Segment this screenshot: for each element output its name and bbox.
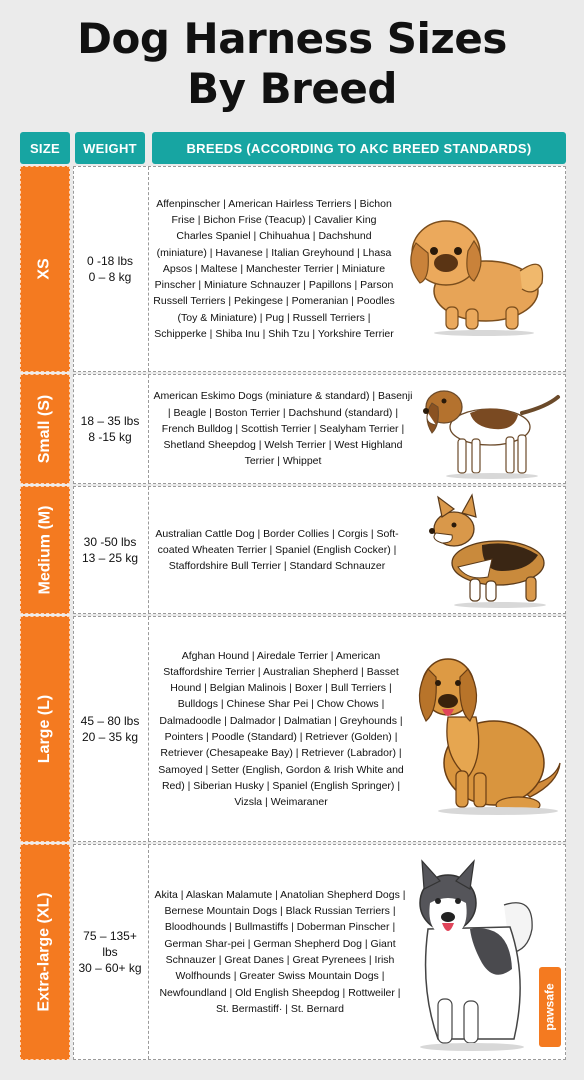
breeds-list: Afghan Hound | Airedale Terrier | American Staffordshire Terrier | Australian Shepherd | Basset Hound | Belgian Malinois | Boxer | Bull Terriers | Bulldogs | Chinese Shar Pei | Chow Chows | Dalmadoodle | Dalmador | Dalmatian | Greyhounds | Pointers | Poodle (Standard) | Retriever (Golden) | Retriever (Chesapeake Bay) | Retriever (Labrador) | Samoyed | Setter (English, Gordon & Irish White and Red) | Siberian Husky | Spaniel (English Springer) | Vizsla | Weimaraner	[158, 649, 404, 809]
title-line-1: Dog Harness Sizes	[77, 14, 507, 63]
size-label: Small (S)	[36, 394, 53, 464]
header-weight: WEIGHT	[75, 132, 145, 164]
content-cell	[73, 166, 566, 372]
column-divider	[148, 845, 149, 1059]
size-cell	[20, 486, 70, 614]
pawsafe-logo	[539, 967, 561, 1047]
weight-kg: 20 – 35 kg	[81, 730, 139, 744]
weight-cell	[74, 167, 146, 371]
size-cell	[20, 616, 70, 842]
header-breeds: BREEDS (ACCORDING TO AKC BREED STANDARDS)	[152, 132, 566, 164]
weight-lbs: 18 – 35 lbs	[80, 414, 140, 428]
weight-kg: 13 – 25 kg	[81, 551, 139, 565]
size-cell	[20, 374, 70, 484]
weight-lbs: 0 -18 lbs	[86, 254, 134, 268]
size-row-xs	[20, 166, 566, 372]
beagle-dog-icon	[414, 379, 564, 481]
logo-text: pawsafe	[543, 983, 558, 1031]
corgi-dog-icon	[418, 491, 558, 611]
weight-kg: 8 -15 kg	[88, 430, 132, 444]
breeds-list: Akita | Alaskan Malamute | Anatolian Shepherd Dogs | Bernese Mountain Dogs | Black Russian Terriers | Bloodhounds | Bullmastiffs | Doberman Pinscher | German Shar-pei | German Shepherd Dog | Giant Schnauzer | Great Danes | Great Pyrenees | Irish Wolfhounds | Greater Swiss Mountain Dogs | Newfoundland | Old English Sheepdog | Rottweiler | St. Bermastiff· | St. Bernard	[154, 888, 406, 1015]
size-cell	[20, 166, 70, 372]
content-cell	[73, 844, 566, 1060]
page-title	[0, 14, 584, 114]
weight-cell	[74, 617, 146, 841]
size-row-l	[20, 616, 566, 842]
size-label: Large (L)	[36, 694, 54, 764]
size-row-s	[20, 374, 566, 484]
size-label: XS	[36, 258, 53, 280]
breeds-list: Australian Cattle Dog | Border Collies | Corgis | Soft-coated Wheaten Terrier | Spaniel (English Cocker) | Staffordshire Bull Terrier | Standard Schnauzer	[155, 527, 399, 573]
weight-cell	[74, 375, 146, 483]
breeds-list: American Eskimo Dogs (miniature & standard) | Basenji | Beagle | Boston Terrier | Dachshund (standard) | French Bulldog | Scottish Terrier | Sealyham Terrier | Shetland Sheepdog | Welsh Terrier | West Highland Terrier | Whippet	[153, 390, 413, 468]
header-size: SIZE	[20, 132, 70, 164]
column-divider	[148, 617, 149, 841]
breeds-list: Affenpinscher | American Hairless Terriers | Bichon Frise | Bichon Frise (Teacup) | Cavalier King Charles Spaniel | Chihuahua | Dachshund (miniature) | Havanese | Italian Greyhound | Lhasa Apsos | Maltese | Manchester Terrier | Miniature Pinscher | Miniature Schnauzer | Papillons | Parson Russell Terriers | Pekingese | Pomeranian | Poodles (Toy & Miniature) | Pug | Russell Terriers | Schipperke | Shiba Inu | Shih Tzu | Yorkshire Terrier	[153, 197, 395, 341]
golden-retriever-dog-icon	[408, 647, 564, 817]
size-label: Extra-large (XL)	[36, 892, 54, 1012]
weight-kg: 30 – 60+ kg	[78, 961, 142, 975]
column-divider	[148, 167, 149, 371]
weight-lbs: 75 – 135+ lbs	[83, 929, 137, 959]
title-line-2: By Breed	[187, 64, 397, 113]
content-cell	[73, 374, 566, 484]
content-cell	[73, 486, 566, 614]
size-row-xl	[20, 844, 566, 1060]
weight-cell	[74, 845, 146, 1059]
content-cell	[73, 616, 566, 842]
size-label: Medium (M)	[36, 505, 53, 595]
pekingese-dog-icon	[402, 207, 550, 337]
malamute-dog-icon	[408, 859, 536, 1055]
weight-lbs: 45 – 80 lbs	[80, 714, 140, 728]
column-divider	[148, 487, 149, 613]
size-cell	[20, 844, 70, 1060]
weight-lbs: 30 -50 lbs	[83, 535, 137, 549]
size-row-m	[20, 486, 566, 614]
column-divider	[148, 375, 149, 483]
weight-kg: 0 – 8 kg	[88, 270, 132, 284]
weight-cell	[74, 487, 146, 613]
